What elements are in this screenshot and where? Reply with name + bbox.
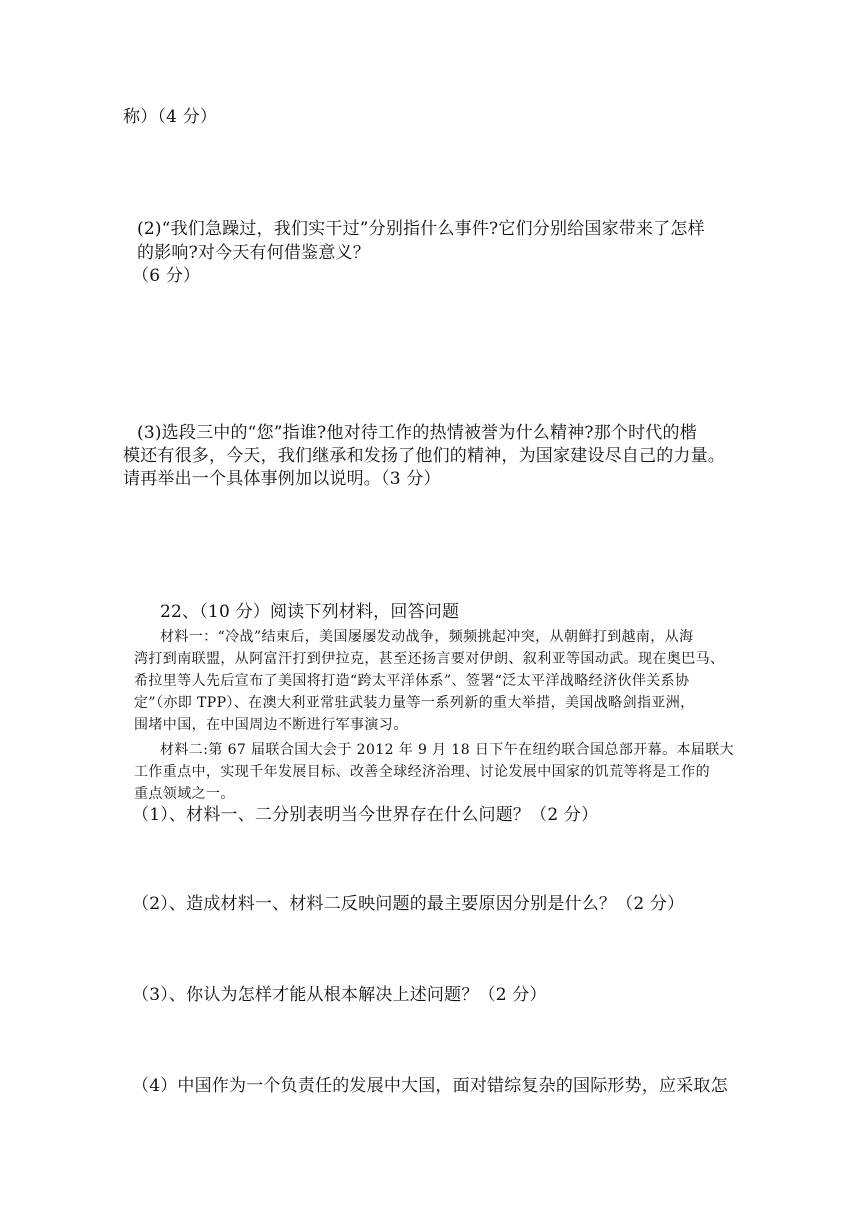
q21-part1-score: 称）（4 分） xyxy=(123,107,218,127)
q22-material2-line: 重点领域之一。 xyxy=(134,786,235,802)
q21-part2-question-line1: (2)“我们急躁过，我们实干过”分别指什么事件?它们分别给国家带来了怎样 xyxy=(137,219,705,239)
q22-heading: 22、（10 分）阅读下列材料，回答问题 xyxy=(160,602,460,622)
q22-question2: （2）、造成材料一、材料二反映问题的最主要原因分别是什么？（2 分） xyxy=(132,894,685,914)
q22-material1-line: 希拉里等人先后宣布了美国将打造“跨太平洋体系”、签署“泛太平洋战略经济伙伴关系协 xyxy=(134,673,690,689)
q22-question1: （1）、材料一、二分别表明当今世界存在什么问题？（2 分） xyxy=(132,805,599,825)
q21-part2-score: （6 分） xyxy=(132,266,201,286)
q22-material1-line: 围堵中国，在中国周边不断进行军事演习。 xyxy=(134,717,408,733)
q21-part2-question-line2: 的影响?对今天有何借鉴意义？ xyxy=(137,243,370,263)
q22-material1-line: 湾打到南联盟，从阿富汗打到伊拉克，甚至还扬言要对伊朗、叙利亚等国动武。现在奥巴马、 xyxy=(134,651,725,667)
q22-material2-line: 工作重点中，实现千年发展目标、改善全球经济治理、讨论发展中国家的饥荒等将是工作的 xyxy=(134,764,710,780)
q22-question3: （3）、你认为怎样才能从根本解决上述问题？（2 分） xyxy=(132,985,547,1005)
q22-question4: （4）中国作为一个负责任的发展中大国，面对错综复杂的国际形势，应采取怎 xyxy=(132,1076,728,1096)
q21-part3-question-line1: (3)选段三中的“您”指谁?他对待工作的热情被誉为什么精神?那个时代的楷 xyxy=(137,423,697,443)
q22-material2-line: 材料二:第 67 届联合国大会于 2012 年 9 月 18 日下午在纽约联合国总部开幕。本届联大 xyxy=(160,742,735,758)
q22-material1-line: 材料一：“冷战”结束后，美国屡屡发动战争，频频挑起冲突，从朝鲜打到越南，从海 xyxy=(160,629,694,645)
q22-material1-line: 定”（亦即 TPP）、在澳大利亚常驻武装力量等一系列新的重大举措，美国战略剑指亚洲， xyxy=(134,695,695,711)
q21-part3-question-line3: 请再举出一个具体事例加以说明。（3 分） xyxy=(123,469,441,489)
q21-part3-question-line2: 模还有很多，今天，我们继承和发扬了他们的精神，为国家建设尽自己的力量。 xyxy=(123,446,725,466)
